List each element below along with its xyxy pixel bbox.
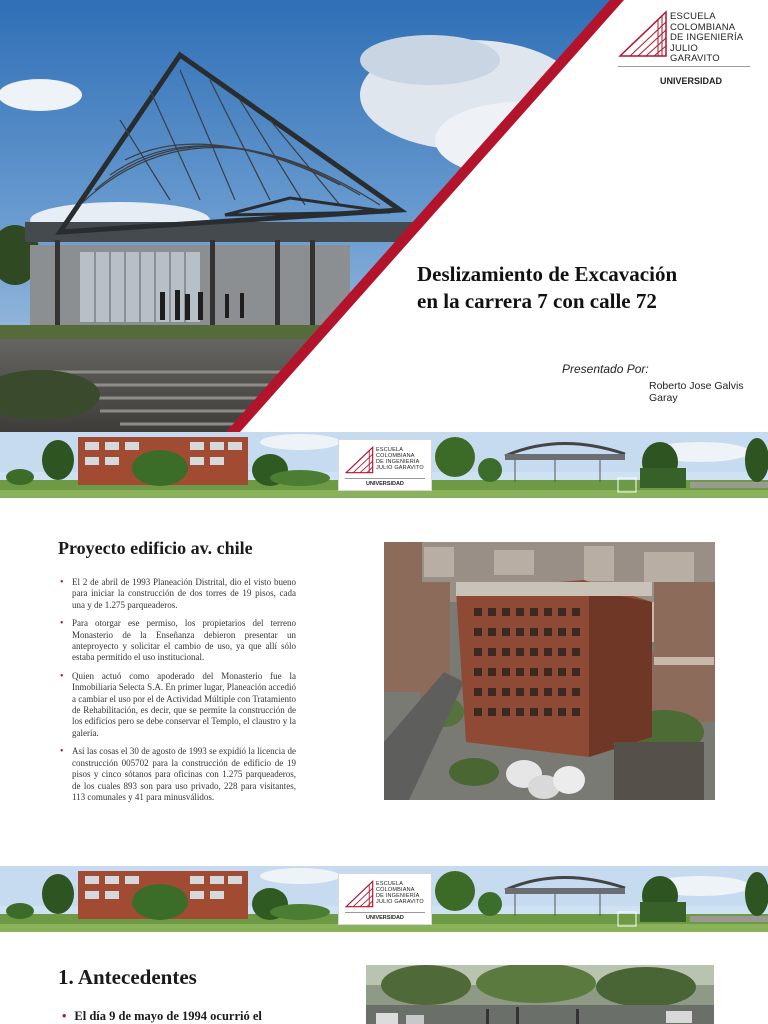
logo-mark-icon bbox=[618, 10, 670, 58]
bullet-list bbox=[60, 577, 296, 810]
logo-line-2: COLOMBIANA bbox=[670, 21, 736, 33]
logo-line-3: DE INGENIERÍA bbox=[376, 459, 420, 465]
banner-logo bbox=[338, 873, 432, 925]
slide-proyecto bbox=[0, 498, 768, 866]
banner-logo-universidad: UNIVERSIDAD bbox=[366, 481, 404, 487]
banner-logo-divider bbox=[345, 912, 425, 913]
banner-logo bbox=[338, 439, 432, 491]
presented-by-label: Presentado Por: bbox=[562, 362, 649, 376]
logo-line-2: COLOMBIANA bbox=[376, 887, 415, 893]
banner-logo-divider bbox=[345, 478, 425, 479]
presentation-title bbox=[417, 261, 762, 315]
building-aerial-photo bbox=[384, 542, 715, 800]
street-photo bbox=[366, 965, 714, 1024]
presenter-name: Roberto Jose Galvis Garay bbox=[649, 380, 744, 404]
slide-heading: Proyecto edificio av. chile bbox=[58, 538, 253, 558]
campus-banner bbox=[0, 432, 768, 498]
logo-text bbox=[670, 12, 750, 65]
logo-line-4: JULIO GARAVITO bbox=[376, 899, 424, 905]
list-item: • Para otorgar ese permiso, los propietarios del terreno Monasterio de la Enseñanza debieron presentar un anteproyecto y solicitar el cambio de uso, ya que allí sólo estaba permitido el uso institucional. bbox=[60, 618, 296, 664]
university-logo bbox=[618, 10, 750, 90]
logo-divider bbox=[618, 66, 750, 67]
logo-mark-icon bbox=[345, 446, 375, 474]
slide-antecedentes bbox=[0, 932, 768, 1024]
slide-title bbox=[0, 0, 768, 432]
logo-line-3: DE INGENIERÍA bbox=[376, 893, 420, 899]
logo-line-1: ESCUELA bbox=[376, 447, 404, 453]
logo-line-1: ESCUELA bbox=[670, 11, 716, 22]
banner-logo-universidad: UNIVERSIDAD bbox=[366, 915, 404, 921]
logo-line-3: DE INGENIERÍA bbox=[670, 32, 744, 43]
logo-line-1: ESCUELA bbox=[376, 881, 404, 887]
logo-line-2: COLOMBIANA bbox=[376, 453, 415, 459]
list-item: • Así las cosas el 30 de agosto de 1993 se expidió la licencia de construcción 005702 para la construcción de edificio de 19 pisos y cinco sótanos para oficinas con 1.275 parqueaderos, de los cuales 893 son para uso privado, 228 para visitantes, 113 comunales y 41 para minusválidos. bbox=[60, 746, 296, 803]
list-item: • El día 9 de mayo de 1994 ocurrió el bbox=[62, 1009, 312, 1024]
logo-line-4: JULIO GARAVITO bbox=[670, 42, 720, 64]
title-line-2: en la carrera 7 con calle 72 bbox=[417, 289, 657, 313]
title-line-1: Deslizamiento de Excavación bbox=[417, 262, 678, 286]
banner-logo-text bbox=[376, 881, 424, 905]
list-item: • Quien actuó como apoderado del Monasterio fue la Inmobiliaria Selecta S.A. En primer lugar, Planeación accedió a cambiar el uso por el de Actividad Múltiple con Tratamiento de Rehabilitación, es decir, que se permite la construcción de los edificios pero se debe conservar el Templo, el claustro y la galería. bbox=[60, 671, 296, 739]
logo-line-4: JULIO GARAVITO bbox=[376, 465, 424, 471]
logo-universidad: UNIVERSIDAD bbox=[660, 76, 723, 86]
logo-mark-icon bbox=[345, 880, 375, 908]
list-item: • El 2 de abril de 1993 Planeación Distrital, dio el visto bueno para iniciar la construcción de dos torres de 19 pisos, cada una y de 1.275 parqueaderos. bbox=[60, 577, 296, 611]
banner-logo-text bbox=[376, 447, 424, 471]
campus-banner bbox=[0, 866, 768, 932]
slide-heading: 1. Antecedentes bbox=[58, 965, 197, 989]
